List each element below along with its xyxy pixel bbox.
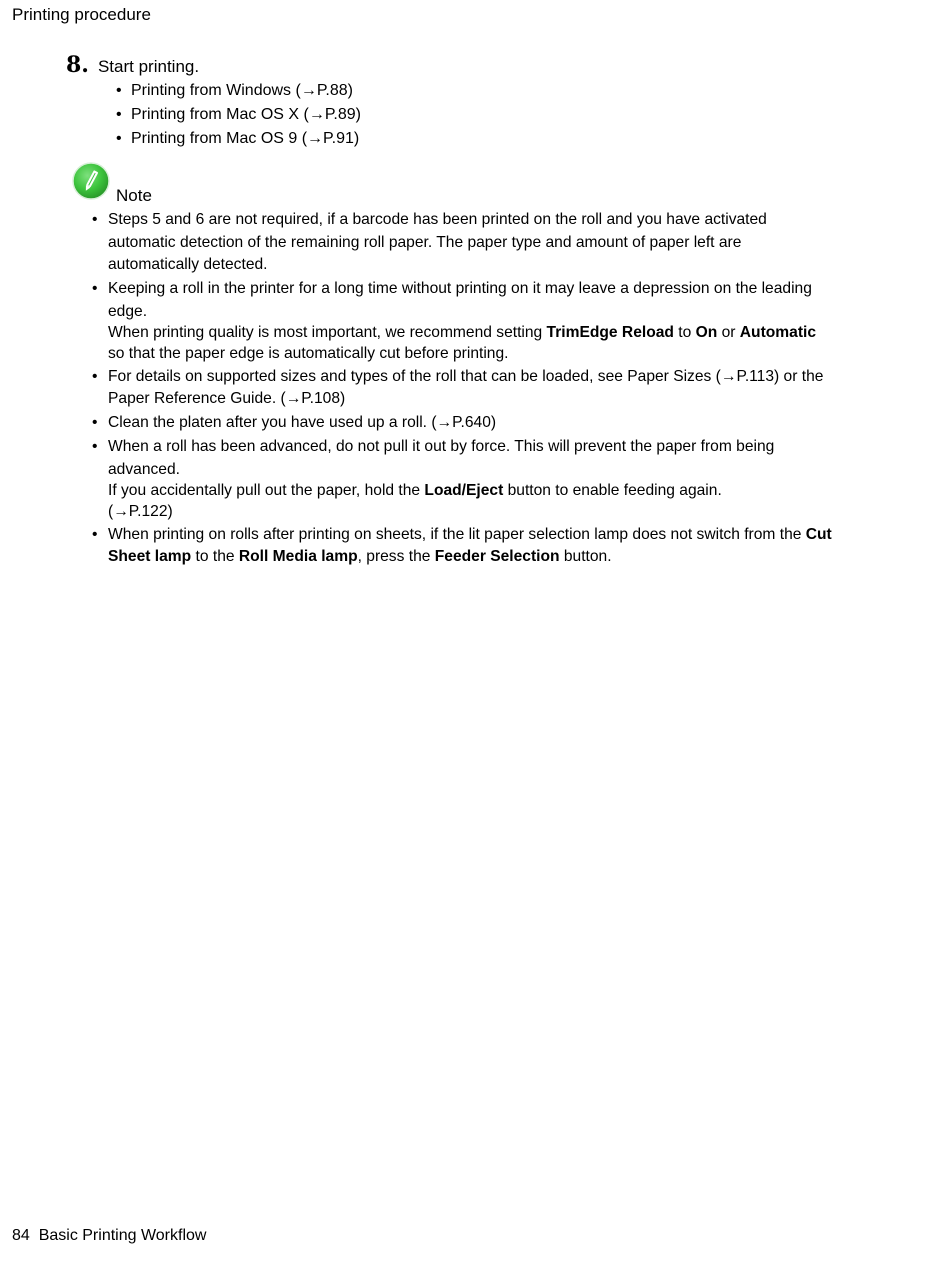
note-subtext	[108, 323, 832, 364]
note-subtext-part: When printing quality is most important, we recommend setting	[108, 324, 547, 341]
lamp-name: Roll Media lamp	[238, 548, 358, 565]
note-list	[92, 209, 832, 570]
note-subtext-part: so that the paper edge is automatically cut before printing.	[108, 344, 509, 362]
note-subtext-part: to	[673, 324, 696, 341]
note-item	[92, 366, 832, 411]
note-subtext-part: If you accidentally pull out the paper, hold the	[108, 482, 425, 499]
page-number: 84	[12, 1227, 30, 1244]
step-title: Start printing.	[97, 57, 200, 76]
lamp-name: Cut Sheet lamp	[108, 525, 832, 565]
step-link-list	[116, 80, 361, 152]
note-text-part: When printing on rolls after printing on sheets, if the lit paper selection lamp does not switch from the	[108, 525, 806, 543]
running-header: Printing procedure	[12, 5, 151, 24]
setting-value: Automatic	[739, 324, 817, 341]
note-subtext	[108, 481, 832, 522]
setting-value: On	[695, 324, 718, 341]
note-item	[92, 436, 832, 522]
step-heading	[66, 52, 199, 78]
note-subtext-part: button to enable feeding again.	[503, 482, 722, 499]
note-item	[92, 412, 832, 435]
link-printing-mac-os-x[interactable]: • Printing from Mac OS X (→P.89)	[116, 104, 361, 128]
button-name: Load/Eject	[424, 482, 504, 499]
note-subtext-part: or	[717, 324, 740, 341]
note-text: Clean the platen after you have used up a roll. (→P.640)	[108, 414, 497, 431]
step-number: 8.	[66, 52, 89, 78]
link-printing-windows[interactable]: • Printing from Windows (→P.88)	[116, 80, 361, 104]
page-reference[interactable]: (→P.122)	[108, 502, 173, 520]
note-text-part: button.	[559, 548, 612, 565]
note-item	[92, 209, 832, 277]
note-label: Note	[116, 186, 152, 205]
page-footer	[12, 1227, 206, 1245]
link-printing-mac-os-9[interactable]: • Printing from Mac OS 9 (→P.91)	[116, 128, 361, 152]
pencil-note-icon	[72, 162, 110, 200]
footer-section: Basic Printing Workflow	[38, 1227, 207, 1244]
setting-name: TrimEdge Reload	[546, 324, 674, 341]
note-text: Steps 5 and 6 are not required, if a barcode has been printed on the roll and you have activated automatic detection of the remaining roll paper. The paper type and amount of paper left are automatically detected.	[108, 211, 767, 273]
note-text: When a roll has been advanced, do not pull it out by force. This will prevent the paper from being advanced.	[108, 438, 775, 478]
note-text-part: to the	[191, 548, 239, 565]
note-text: For details on supported sizes and types of the roll that can be loaded, see Paper Sizes (→P.113) or the Paper Reference Guide. (→P.108)	[108, 367, 824, 407]
button-name: Feeder Selection	[434, 548, 560, 565]
note-item	[92, 524, 832, 569]
note-text: Keeping a roll in the printer for a long time without printing on it may leave a depression on the leading edge.	[108, 280, 812, 320]
note-text-part: , press the	[357, 548, 435, 565]
note-item	[92, 278, 832, 364]
